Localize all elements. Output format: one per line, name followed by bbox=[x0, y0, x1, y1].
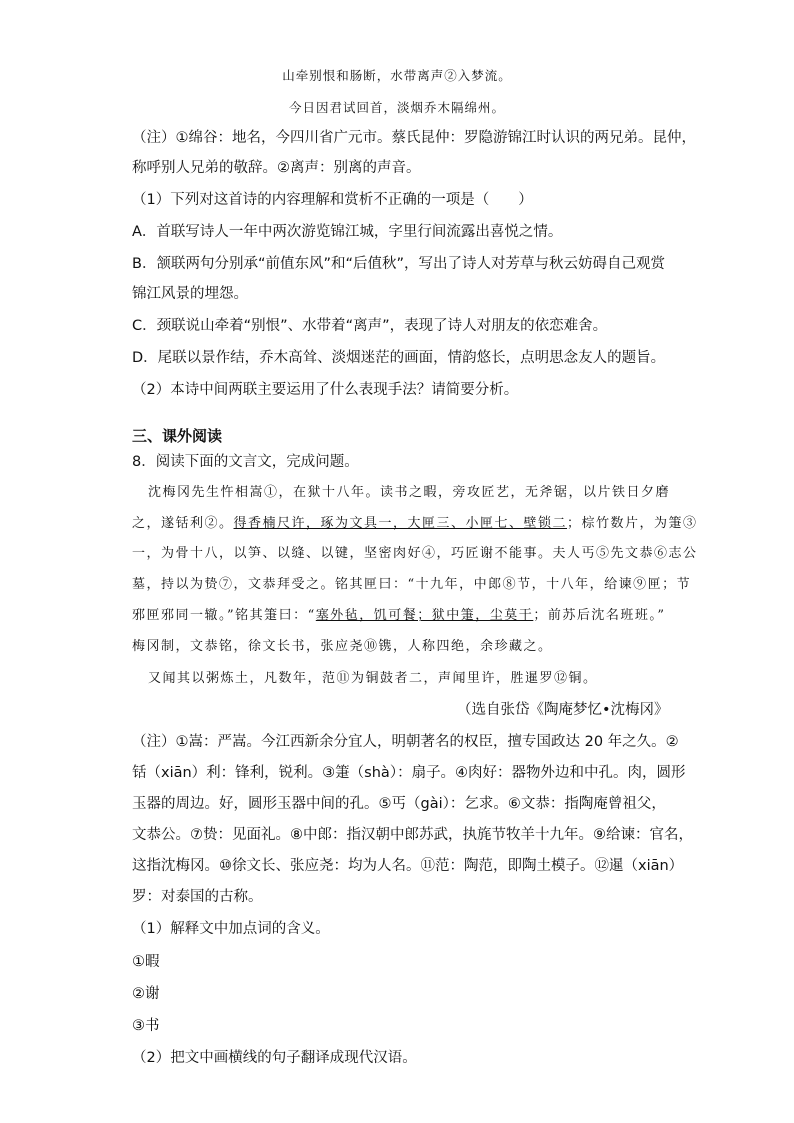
note-line-3: 玉器的周边。好，圆形玉器中间的孔。⑤丐（gài）：乞求。⑥文恭：指陶庵曾祖父， bbox=[132, 796, 666, 812]
section-heading: 三、课外阅读 bbox=[132, 427, 223, 445]
word-2: ②谢 bbox=[132, 986, 160, 1002]
note-line-1: （注）①嵩：严嵩。今江西新余分宜人，明朝著名的权臣，擅专国政达 20 年之久。② bbox=[132, 734, 679, 750]
underlined-sentence-2: 塞外毡，饥可餐；狱中箑，尘莫干 bbox=[315, 608, 534, 623]
underlined-sentence-1: 得香楠尺许，琢为文具一，大匣三、小匣七、壁锁二 bbox=[233, 516, 568, 531]
poem-note-line-1: （注）①绵谷：地名，今四川省广元市。蔡氏昆仲：罗隐游锦江时认识的两兄弟。昆仲， bbox=[132, 130, 696, 146]
passage-line-7: 又闻其以粥炼土，凡数年，范⑪为铜鼓者二，声闻里许，胜暹罗⑫铜。 bbox=[148, 671, 598, 686]
passage-line-5 bbox=[132, 606, 665, 626]
note-line-5: 这指沈梅冈。⑩徐文长、张应尧：均为人名。⑪范：陶范，即陶土模子。⑫暹（xiān） bbox=[132, 858, 684, 874]
question-8-stem: 8．阅读下面的文言文，完成问题。 bbox=[132, 454, 359, 470]
question-8-1: （1）解释文中加点词的含义。 bbox=[132, 921, 330, 937]
note-line-4: 文恭公。⑦贽：见面礼。⑧中郎：指汉朝中郎苏武，执旄节牧羊十九年。⑨给谏：官名， bbox=[132, 827, 693, 843]
question-2: （2）本诗中间两联主要运用了什么表现手法？请简要分析。 bbox=[132, 382, 519, 398]
passage-line-4: 墓，持以为贽⑦，文恭拜受之。铭其匣曰：“十九年，中郎⑧节，十八年，给谏⑨匣；节 bbox=[132, 577, 692, 592]
passage-line-1: 沈梅冈先生忤相嵩①，在狱十八年。读书之暇，旁攻匠艺，无斧锯，以片铁日夕磨 bbox=[148, 485, 671, 500]
word-1: ①暇 bbox=[132, 954, 160, 970]
passage-line-5-start: 邪匣邪同一辙。”铭其箑曰：“ bbox=[132, 608, 316, 623]
option-d: D．尾联以景作结，乔木高耸、淡烟迷茫的画面，情韵悠长，点明思念友人的题旨。 bbox=[132, 350, 666, 366]
passage-line-3: 一，为骨十八，以笋、以缝、以键，坚密肉好④，巧匠谢不能事。夫人丐⑤先文恭⑥志公 bbox=[132, 546, 698, 561]
option-b-line-2: 锦江风景的埋怨。 bbox=[132, 286, 248, 302]
poem-note-line-2: 称呼别人兄弟的敬辞。②离声：别离的声音。 bbox=[132, 160, 421, 176]
passage-line-2-end: ；棕竹数片，为箑③ bbox=[567, 516, 698, 531]
word-3: ③书 bbox=[132, 1018, 160, 1034]
poem-line-2: 今日因君试回首，淡烟乔木隔绵州。 bbox=[288, 100, 505, 115]
passage-line-5-end: ；前苏后沈名班班。” bbox=[533, 608, 666, 623]
passage-line-2-start: 之，遂铦利②。 bbox=[132, 516, 234, 531]
option-c: C．颈联说山牵着“别恨”、水带着“离声”，表现了诗人对朋友的依恋难舍。 bbox=[132, 318, 608, 334]
poem-line-1: 山牵别恨和肠断，水带离声②入梦流。 bbox=[282, 68, 512, 83]
option-a: A．首联写诗人一年中两次游览锦江城，字里行间流露出喜悦之情。 bbox=[132, 224, 563, 240]
passage-line-6: 梅冈制，文恭铭，徐文长书，张应尧⑩镌，人称四绝，余珍藏之。 bbox=[132, 639, 553, 654]
question-1-stem: （1）下列对这首诗的内容理解和赏析不正确的一项是（ ） bbox=[132, 192, 533, 208]
source-citation: （选自张岱《陶庵梦忆•沈梅冈》 bbox=[457, 702, 669, 718]
passage-line-2 bbox=[132, 514, 698, 534]
question-8-2: （2）把文中画横线的句子翻译成现代汉语。 bbox=[132, 1050, 417, 1066]
note-line-2: 铦（xiān）利：锋利，锐利。③箑（shà）：扇子。④肉好：器物外边和中孔。肉，圆形 bbox=[132, 765, 686, 781]
note-line-6: 罗：对泰国的古称。 bbox=[132, 889, 263, 905]
option-b-line-1: B．颔联两句分别承“前值东风”和“后值秋”，写出了诗人对芳草与秋云妨碍自己观赏 bbox=[132, 256, 665, 272]
